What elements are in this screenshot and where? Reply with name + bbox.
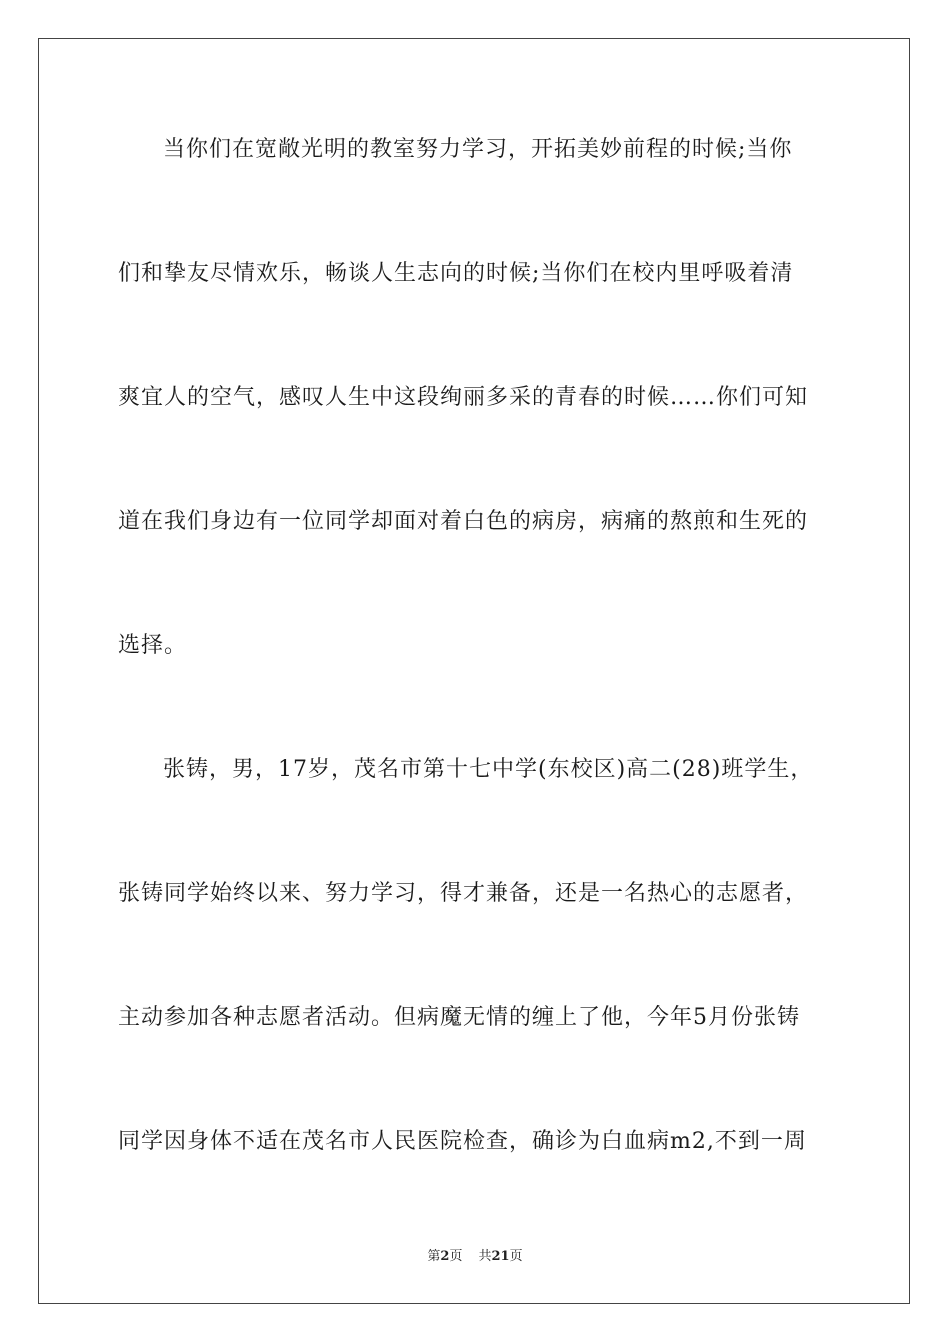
paragraph-2-line-1: 张铸，男，17岁，茂名市第十七中学(东校区)高二(28)班学生，	[163, 757, 814, 782]
paragraph-1-line-2: 们和挚友尽情欢乐，畅谈人生志向的时候;当你们在校内里呼吸着清	[118, 261, 794, 286]
paragraph-2-line-2: 张铸同学始终以来、努力学习，得才兼备，还是一名热心的志愿者，	[118, 881, 809, 906]
footer-page-current: 2	[440, 1249, 450, 1264]
page-footer	[0, 1248, 950, 1266]
footer-total-prefix: 共	[478, 1249, 492, 1264]
paragraph-1-line-5: 选择。	[118, 633, 188, 658]
paragraph-2-line-4: 同学因身体不适在茂名市人民医院检查，确诊为白血病m2,不到一周	[118, 1129, 807, 1154]
footer-page-total: 21	[491, 1249, 510, 1264]
footer-page-prefix: 第	[427, 1249, 441, 1264]
paragraph-1-line-4: 道在我们身边有一位同学却面对着白色的病房，病痛的熬煎和生死的	[118, 509, 809, 534]
paragraph-1-line-3: 爽宜人的空气，感叹人生中这段绚丽多采的青春的时候……你们可知	[118, 385, 809, 410]
footer-page-suffix: 页	[449, 1249, 463, 1264]
page-border	[38, 38, 910, 1304]
footer-total-suffix: 页	[509, 1249, 523, 1264]
paragraph-1-line-1: 当你们在宽敞光明的教室努力学习，开拓美妙前程的时候;当你	[163, 137, 793, 162]
paragraph-2-line-3: 主动参加各种志愿者活动。但病魔无情的缠上了他，今年5月份张铸	[118, 1005, 800, 1030]
